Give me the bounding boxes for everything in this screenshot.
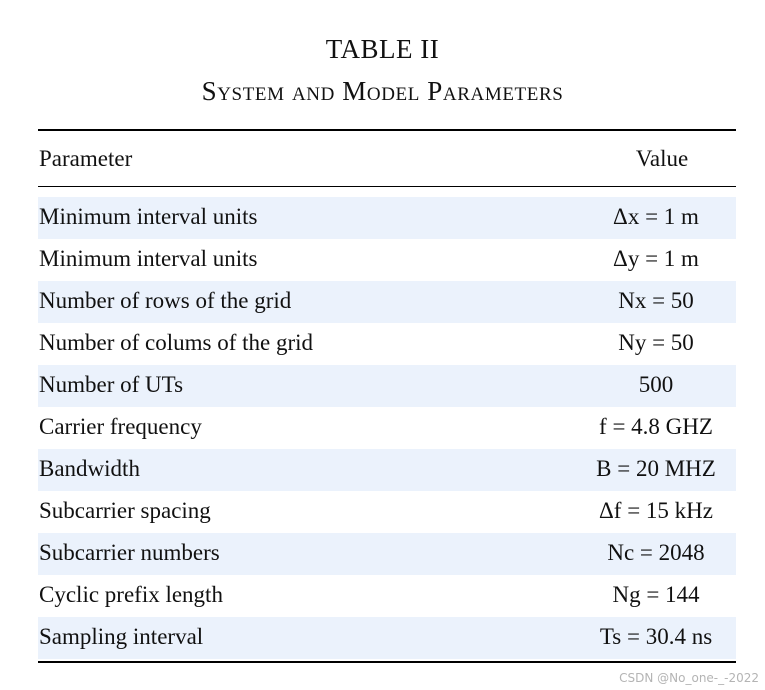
value-cell: B = 20 MHZ	[596, 456, 716, 481]
parameter-cell: Sampling interval	[39, 624, 204, 649]
parameter-column-header: Parameter	[39, 146, 133, 171]
table-body	[38, 197, 736, 659]
table-row	[38, 323, 736, 365]
value-cell: 500	[638, 372, 674, 397]
parameter-cell: Number of rows of the grid	[39, 288, 292, 313]
table-row	[38, 533, 736, 575]
table-row	[38, 281, 736, 323]
value-cell: Δy = 1 m	[613, 246, 699, 271]
parameter-cell: Minimum interval units	[39, 246, 258, 271]
parameter-cell: Minimum interval units	[39, 204, 258, 229]
value-cell: Ng = 144	[612, 582, 700, 607]
value-cell: Ts = 30.4 ns	[599, 624, 713, 649]
value-cell: f = 4.8 GHZ	[599, 414, 713, 439]
value-cell: Ny = 50	[618, 330, 694, 355]
value-column-header: Value	[635, 146, 689, 171]
table-row	[38, 197, 736, 239]
table-row	[38, 617, 736, 659]
parameter-cell: Bandwidth	[39, 456, 140, 481]
parameter-cell: Number of colums of the grid	[39, 330, 314, 355]
table-title: TABLE II	[325, 34, 440, 64]
value-cell: Nc = 2048	[607, 540, 705, 565]
parameter-cell: Number of UTs	[39, 372, 184, 397]
header-rule	[38, 186, 736, 187]
table-row	[38, 491, 736, 533]
table-subtitle: System and Model Parameters	[201, 76, 564, 106]
table-row	[38, 239, 736, 281]
table-row	[38, 407, 736, 449]
parameter-cell: Subcarrier numbers	[39, 540, 220, 565]
table-row	[38, 449, 736, 491]
parameter-cell: Carrier frequency	[39, 414, 202, 439]
table-row	[38, 575, 736, 617]
watermark: CSDN @No_one-_-2022	[619, 671, 759, 685]
table-row	[38, 365, 736, 407]
top-rule	[38, 129, 736, 131]
parameter-cell: Cyclic prefix length	[39, 582, 223, 607]
bottom-rule	[38, 661, 736, 663]
value-cell: Nx = 50	[618, 288, 694, 313]
value-cell: Δx = 1 m	[613, 204, 699, 229]
value-cell: Δf = 15 kHz	[599, 498, 713, 523]
parameter-cell: Subcarrier spacing	[39, 498, 211, 523]
